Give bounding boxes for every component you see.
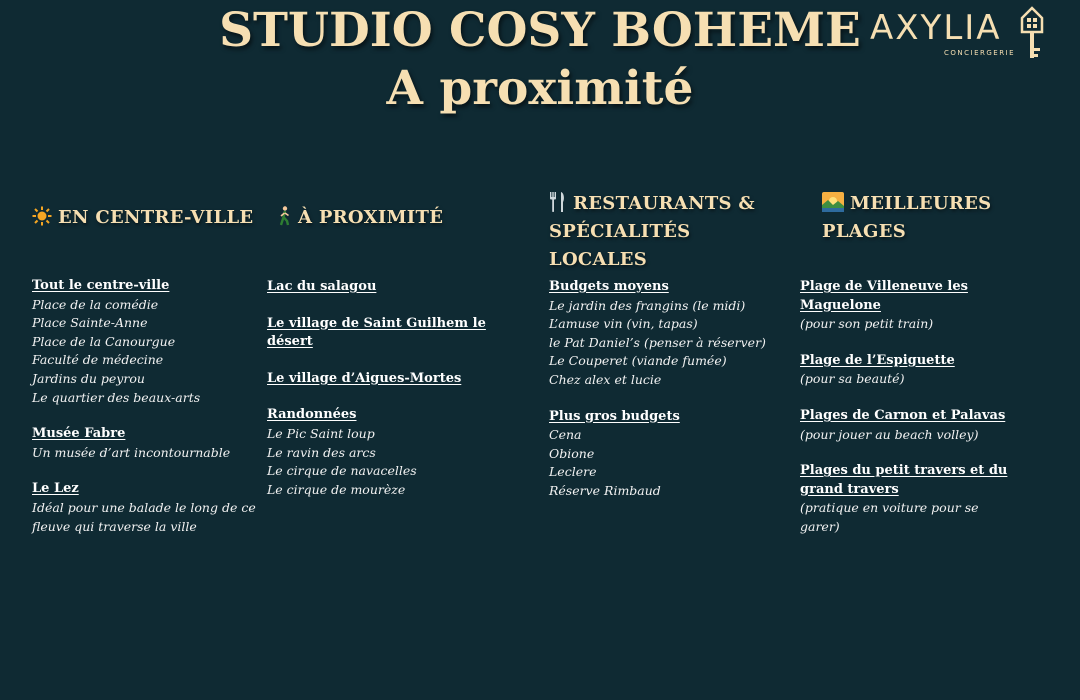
walking-person-icon xyxy=(278,204,292,232)
list-item: Faculté de médecine xyxy=(32,352,164,368)
group-title: Musée Fabre xyxy=(32,426,126,442)
column-heading xyxy=(549,190,789,274)
list-item: Leclere xyxy=(549,464,597,480)
list-group xyxy=(32,425,257,462)
sunrise-landscape-icon xyxy=(822,190,844,218)
list-item: Cena xyxy=(549,427,582,443)
list-group xyxy=(32,277,257,407)
sun-icon xyxy=(32,204,52,232)
column-plages xyxy=(822,190,1022,246)
heading-text: À PROXIMITÉ xyxy=(298,207,444,228)
list-item: Le Pic Saint loup xyxy=(267,425,375,441)
list-centre-ville xyxy=(32,277,257,554)
list-group xyxy=(267,315,492,352)
title-line-1: STUDIO COSY BOHEME xyxy=(219,3,861,58)
list-proximite xyxy=(267,278,492,517)
column-heading xyxy=(278,204,498,232)
logo-subtitle: CONCIERGERIE xyxy=(944,49,1016,57)
heading-text: RESTAURANTS & SPÉCIALITÉS LOCALES xyxy=(549,193,755,270)
list-group xyxy=(267,370,492,389)
list-item: Place de la Canourgue xyxy=(32,333,176,349)
house-key-icon xyxy=(1018,4,1046,62)
group-title: Plage de Villeneuve les Maguelone xyxy=(800,279,968,313)
list-item: Le cirque de navacelles xyxy=(267,463,417,479)
list-item: Le ravin des arcs xyxy=(267,444,376,460)
group-title: Plus gros budgets xyxy=(549,408,680,424)
column-centre-ville xyxy=(32,204,257,232)
list-item: L’amuse vin (vin, tapas) xyxy=(549,316,698,332)
list-item: (pratique en voiture pour se garer) xyxy=(800,500,979,534)
list-group xyxy=(32,480,257,536)
title-line-2: A proximité xyxy=(386,61,694,116)
list-item: fleuve qui traverse la ville xyxy=(32,518,197,534)
list-group xyxy=(800,462,1020,536)
list-item: Réserve Rimbaud xyxy=(549,482,661,498)
column-heading xyxy=(822,190,1022,246)
list-item: Obione xyxy=(549,445,595,461)
list-item: Place de la comédie xyxy=(32,296,159,312)
list-restaurants xyxy=(549,278,789,519)
list-item: Le cirque de mourèze xyxy=(267,481,406,497)
group-title: Le village d’Aigues-Mortes xyxy=(267,370,462,386)
list-group xyxy=(800,352,1020,389)
group-title: Plages du petit travers et du grand travers xyxy=(800,463,1008,497)
list-group xyxy=(549,278,789,390)
group-title: Le village de Saint Guilhem le désert xyxy=(267,315,486,350)
list-item: le Pat Daniel’s (penser à réserver) xyxy=(549,334,766,350)
column-proximite xyxy=(278,204,498,232)
list-item: Place Sainte-Anne xyxy=(32,315,148,331)
list-item: (pour jouer au beach volley) xyxy=(800,426,979,442)
group-title: Tout le centre-ville xyxy=(32,278,170,293)
group-title: Plage de l’Espiguette xyxy=(800,352,955,368)
group-title: Randonnées xyxy=(267,407,357,423)
list-item: Le quartier des beaux-arts xyxy=(32,389,201,405)
column-heading xyxy=(32,204,257,232)
list-item: Le jardin des frangins (le midi) xyxy=(549,297,746,313)
list-group xyxy=(267,278,492,297)
group-title: Le Lez xyxy=(32,481,79,497)
axylia-logo xyxy=(868,4,1058,62)
list-plages xyxy=(800,278,1020,555)
fork-knife-icon xyxy=(549,190,567,218)
group-title: Lac du salagou xyxy=(267,279,377,294)
list-item: Jardins du peyrou xyxy=(32,370,145,386)
heading-text: EN CENTRE-VILLE xyxy=(58,207,254,228)
list-item: Chez alex et lucie xyxy=(549,371,662,387)
list-item: (pour son petit train) xyxy=(800,316,934,332)
list-group xyxy=(800,278,1020,334)
column-restaurants xyxy=(549,190,789,274)
heading-text: MEILLEURES PLAGES xyxy=(822,193,992,242)
list-item: Idéal pour une balade le long de ce xyxy=(32,499,256,515)
list-group xyxy=(549,408,789,501)
list-group xyxy=(267,406,492,499)
group-title: Budgets moyens xyxy=(549,279,669,294)
group-title: Plages de Carnon et Palavas xyxy=(800,407,1006,423)
list-item: Un musée d’art incontournable xyxy=(32,444,231,460)
logo-brand: AXYLIA xyxy=(870,8,1002,48)
list-item: Le Couperet (viande fumée) xyxy=(549,353,727,369)
list-group xyxy=(800,407,1020,444)
list-item: (pour sa beauté) xyxy=(800,371,905,387)
